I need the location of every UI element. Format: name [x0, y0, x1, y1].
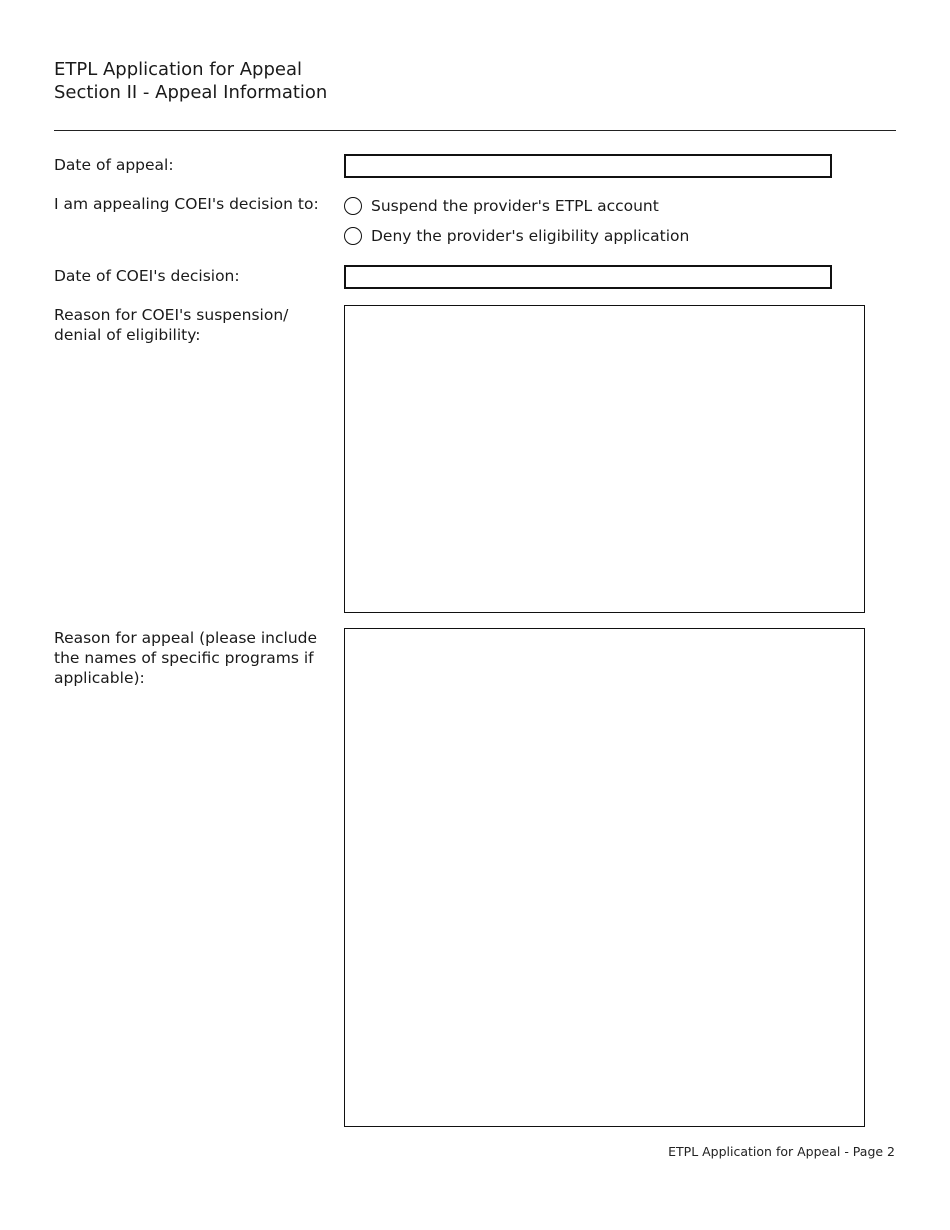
radio-circle-icon[interactable]	[344, 197, 362, 215]
date-of-appeal-label: Date of appeal:	[54, 156, 174, 174]
radio-circle-icon[interactable]	[344, 227, 362, 245]
date-of-decision-field[interactable]	[344, 265, 832, 289]
appealing-decision-label: I am appealing COEI's decision to:	[54, 195, 319, 213]
radio-label-deny: Deny the provider's eligibility application	[371, 227, 690, 245]
reason-appeal-textarea[interactable]	[344, 628, 865, 1127]
reason-suspension-label: Reason for COEI's suspension/ denial of eligibility:	[54, 306, 289, 344]
radio-option-suspend[interactable]	[344, 195, 659, 217]
page-title: ETPL Application for Appeal	[54, 59, 303, 80]
reason-appeal-label: Reason for appeal (please include the names of specific programs if applicable):	[54, 629, 318, 687]
radio-option-deny[interactable]	[344, 225, 689, 247]
page-footer: ETPL Application for Appeal - Page 2	[668, 1144, 895, 1159]
section-title: Section II - Appeal Information	[54, 82, 328, 103]
radio-label-suspend: Suspend the provider's ETPL account	[371, 197, 659, 215]
reason-suspension-textarea[interactable]	[344, 305, 865, 613]
date-of-appeal-field[interactable]	[344, 154, 832, 178]
header-divider	[54, 130, 896, 131]
date-of-decision-label: Date of COEI's decision:	[54, 267, 240, 285]
